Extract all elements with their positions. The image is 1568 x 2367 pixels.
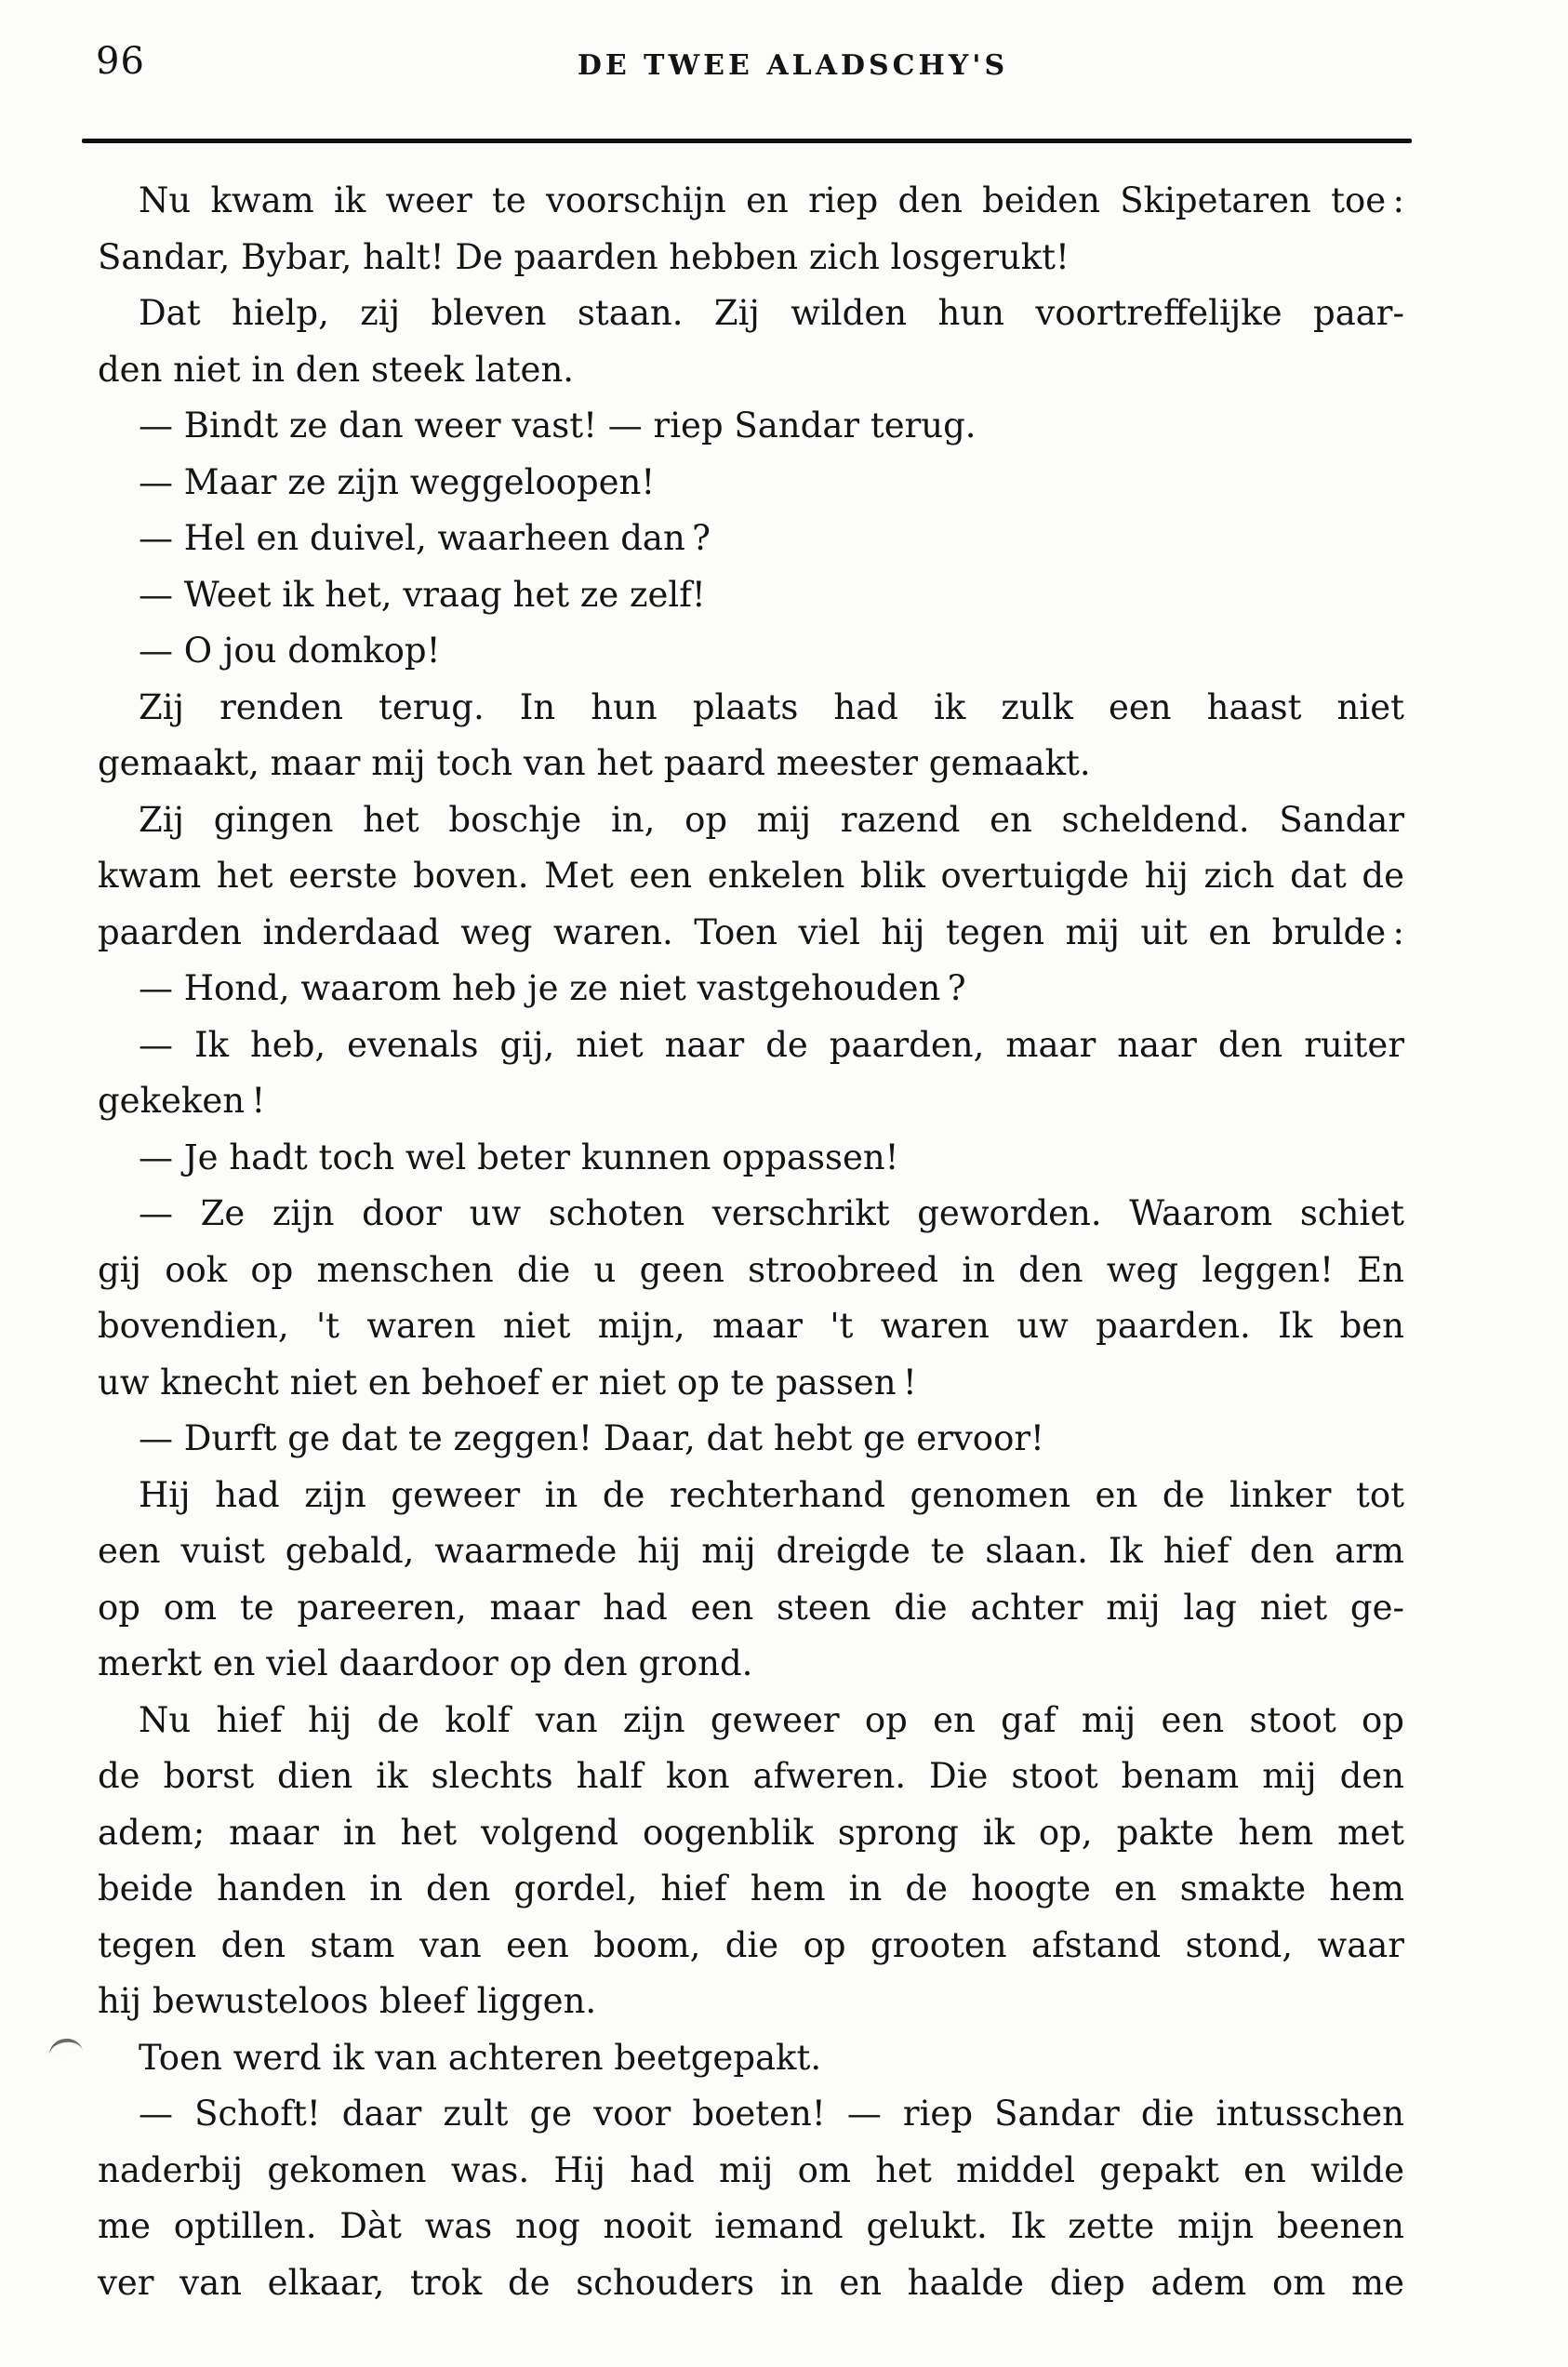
text-line: ver van elkaar, trok de schouders in en haalde diep adem om me (98, 2262, 1404, 2303)
text-line: Toen werd ik van achteren beetgepakt. (139, 2037, 822, 2078)
text-line: — O jou domkop! (139, 631, 441, 671)
text-line: naderbij gekomen was. Hij had mij om het middel gepakt en wilde (98, 2149, 1404, 2190)
text-line: — Ze zijn door uw schoten verschrikt geworden. Waarom schiet (139, 1193, 1404, 1233)
text-line: hij bewusteloos bleef liggen. (98, 1981, 597, 2021)
text-line: gemaakt, maar mij toch van het paard meester gemaakt. (98, 743, 1091, 783)
text-line: Zij gingen het boschje in, op mij razend en scheldend. Sandar (139, 799, 1404, 840)
text-line: — Durft ge dat te zeggen! Daar, dat hebt ge ervoor! (139, 1418, 1044, 1458)
text-line: me optillen. Dàt was nog nooit iemand gelukt. Ik zette mijn beenen (98, 2206, 1404, 2246)
text-line: — Weet ik het, vraag het ze zelf! (139, 574, 706, 615)
running-header-title: DE TWEE ALADSCHY'S (577, 49, 1009, 82)
text-line: den niet in den steek laten. (98, 349, 575, 390)
text-line: gekeken ! (98, 1081, 266, 1121)
text-line: Dat hielp, zij bleven staan. Zij wilden hun voortreffelijke paar- (139, 293, 1404, 333)
text-line: — Schoft! daar zult ge voor boeten! — riep Sandar die intusschen (139, 2094, 1404, 2134)
text-line: Nu kwam ik weer te voorschijn en riep den beiden Skipetaren toe : (139, 180, 1404, 220)
page-number: 96 (96, 40, 145, 83)
text-line: — Hond, waarom heb je ze niet vastgehouden ? (139, 968, 966, 1008)
text-line: Nu hief hij de kolf van zijn geweer op en gaf mij een stoot op (139, 1699, 1404, 1740)
text-line: Hij had zijn geweer in de rechterhand genomen en de linker tot (139, 1474, 1404, 1515)
text-line: — Maar ze zijn weggeloopen! (139, 461, 656, 502)
text-line: de borst dien ik slechts half kon afweren. Die stoot benam mij den (98, 1756, 1404, 1796)
body-text (98, 173, 1404, 2311)
text-line: paarden inderdaad weg waren. Toen viel hij tegen mij uit en brulde : (98, 911, 1404, 952)
text-line: merkt en viel daardoor op den grond. (98, 1643, 753, 1683)
text-line: een vuist gebald, waarmede hij mij dreigde te slaan. Ik hief den arm (98, 1531, 1404, 1571)
text-line: — Hel en duivel, waarheen dan ? (139, 518, 711, 558)
text-line: beide handen in den gordel, hief hem in de hoogte en smakte hem (98, 1868, 1404, 1908)
text-line: adem; maar in het volgend oogenblik sprong ik op, pakte hem met (98, 1812, 1404, 1853)
text-line: — Bindt ze dan weer vast! — riep Sandar terug. (139, 406, 977, 445)
text-line: Sandar, Bybar, halt! De paarden hebben zich losgerukt! (98, 236, 1070, 277)
text-line: — Ik heb, evenals gij, niet naar de paarden, maar naar den ruiter (139, 1024, 1404, 1065)
text-line: bovendien, 't waren niet mijn, maar 't waren uw paarden. Ik ben (98, 1306, 1404, 1346)
text-line: Zij renden terug. In hun plaats had ik zulk een haast niet (139, 686, 1404, 727)
text-line: op om te pareeren, maar had een steen die achter mij lag niet ge- (98, 1587, 1404, 1628)
text-line: uw knecht niet en behoef er niet op te passen ! (98, 1362, 917, 1403)
text-line: kwam het eerste boven. Met een enkelen blik overtuigde hij zich dat de (98, 856, 1404, 896)
text-line: tegen den stam van een boom, die op grooten afstand stond, waar (98, 1924, 1404, 1965)
scan-artifact (47, 2037, 83, 2056)
text-line: gij ook op menschen die u geen stroobreed in den weg leggen! En (98, 1249, 1404, 1290)
header-rule (82, 139, 1412, 143)
text-line: — Je hadt toch wel beter kunnen oppassen! (139, 1137, 899, 1177)
